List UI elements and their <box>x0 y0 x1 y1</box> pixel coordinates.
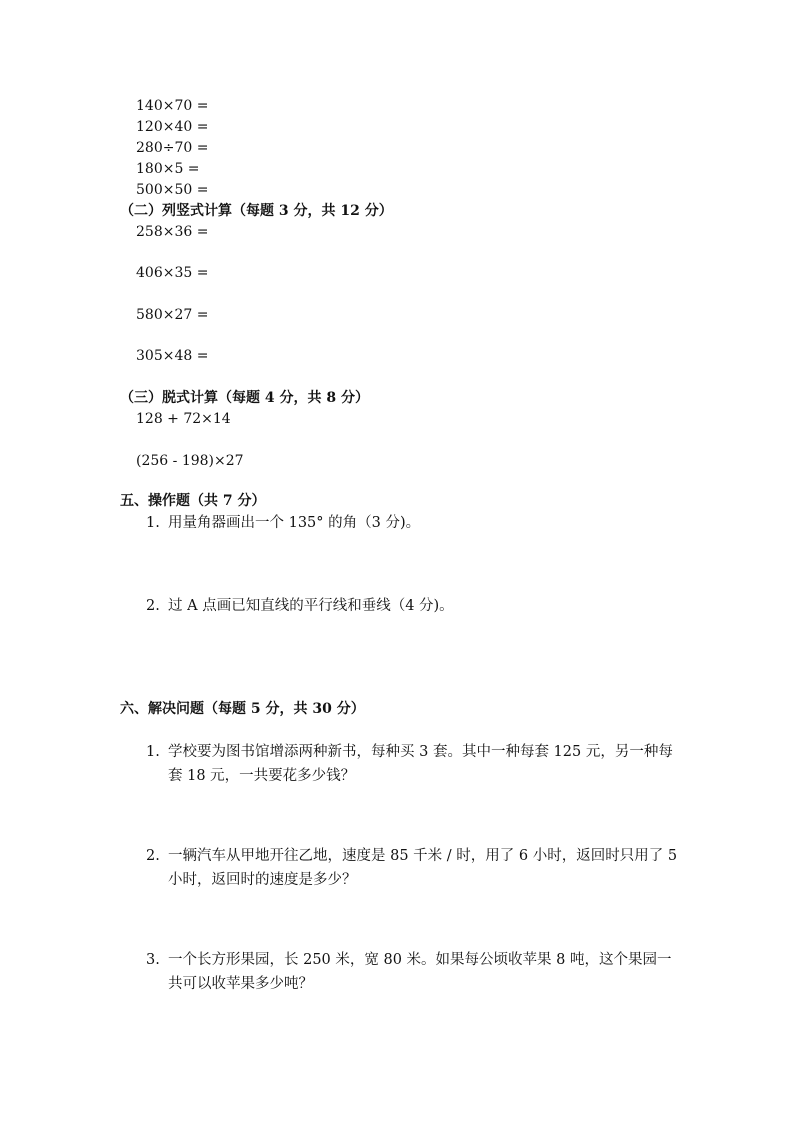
question-text: 过 A 点画已知直线的平行线和垂线（4 分)。 <box>168 598 454 614</box>
section-stepwise-heading: （三）脱式计算（每题 4 分，共 8 分） <box>120 390 369 406</box>
question-number: 1. <box>146 515 160 531</box>
question-number: 2. <box>146 598 160 614</box>
question-text: 用量角器画出一个 135° 的角（3 分)。 <box>168 515 421 531</box>
vertical-item-3: 580×27 = <box>136 307 209 323</box>
calc-line-1: 140×70 = <box>136 98 209 114</box>
question-text: 一辆汽车从甲地开往乙地，速度是 85 千米 / 时，用了 6 小时，返回时只用了 5 小时，返回时的速度是多少？ <box>168 848 678 888</box>
operation-question-2 <box>146 594 686 620</box>
word-problem-1 <box>146 740 686 790</box>
calc-line-4: 180×5 = <box>136 161 200 177</box>
calc-line-3: 280÷70 = <box>136 140 209 156</box>
calc-line-2: 120×40 = <box>136 119 209 135</box>
section-five-heading: 五、操作题（共 7 分） <box>120 493 266 509</box>
word-problem-2 <box>146 844 686 894</box>
question-number: 2. <box>146 848 160 864</box>
question-number: 3. <box>146 952 160 968</box>
question-text: 学校要为图书馆增添两种新书，每种买 3 套。其中一种每套 125 元，另一种每套 18 元，一共要花多少钱？ <box>168 744 673 784</box>
calc-line-5: 500×50 = <box>136 182 209 198</box>
question-number: 1. <box>146 744 160 760</box>
word-problem-3 <box>146 948 686 998</box>
operation-question-1 <box>146 511 686 537</box>
question-text: 一个长方形果园，长 250 米，宽 80 米。如果每公顷收苹果 8 吨，这个果园一共可以收苹果多少吨？ <box>168 952 672 992</box>
vertical-item-4: 305×48 = <box>136 348 209 364</box>
vertical-item-2: 406×35 = <box>136 265 209 281</box>
section-vertical-heading: （二）列竖式计算（每题 3 分，共 12 分） <box>120 203 393 219</box>
vertical-item-1: 258×36 = <box>136 224 209 240</box>
stepwise-item-2: (256 - 198)×27 <box>136 453 244 469</box>
section-six-heading: 六、解决问题（每题 5 分，共 30 分） <box>120 701 365 717</box>
stepwise-item-1: 128 + 72×14 <box>136 411 231 427</box>
